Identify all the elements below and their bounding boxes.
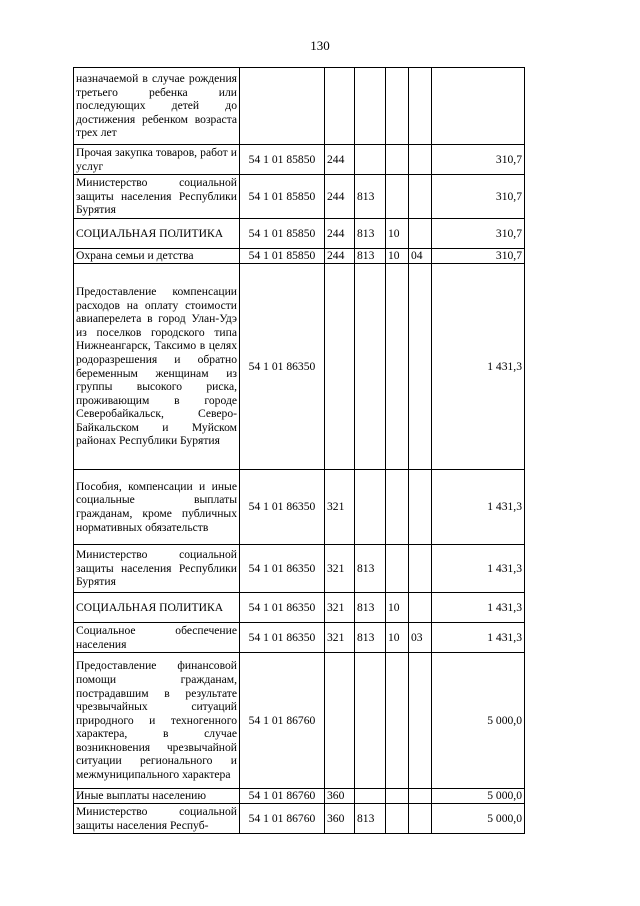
table-row	[74, 219, 525, 249]
row-rz	[386, 264, 409, 470]
row-vr: 360	[325, 804, 355, 834]
row-sum: 310,7	[432, 145, 525, 175]
row-pr	[409, 653, 432, 789]
row-vr: 321	[325, 545, 355, 593]
row-vr: 360	[325, 789, 355, 804]
row-sum: 310,7	[432, 175, 525, 219]
row-rz	[386, 804, 409, 834]
row-sum: 310,7	[432, 249, 525, 264]
row-vr: 321	[325, 623, 355, 653]
row-vr: 244	[325, 249, 355, 264]
row-sum: 5 000,0	[432, 789, 525, 804]
row-rz: 10	[386, 219, 409, 249]
row-pr: 03	[409, 623, 432, 653]
row-grbs: 813	[355, 175, 386, 219]
row-pr	[409, 789, 432, 804]
row-name: Социальное обеспечение населения	[74, 623, 240, 653]
table-row	[74, 804, 525, 834]
table-row	[74, 68, 525, 145]
row-grbs	[355, 653, 386, 789]
row-csr: 54 1 01 86760	[240, 804, 325, 834]
row-name: назначаемой в случае рождения третьего ребенка или последующих детей до достижения ребенком возраста трех лет	[74, 68, 240, 145]
row-csr: 54 1 01 86350	[240, 593, 325, 623]
row-pr	[409, 804, 432, 834]
row-csr: 54 1 01 86350	[240, 470, 325, 545]
row-csr: 54 1 01 86760	[240, 789, 325, 804]
row-csr: 54 1 01 86760	[240, 653, 325, 789]
row-vr: 244	[325, 145, 355, 175]
row-pr	[409, 593, 432, 623]
table-row	[74, 264, 525, 470]
table-row	[74, 545, 525, 593]
row-grbs: 813	[355, 219, 386, 249]
row-grbs	[355, 145, 386, 175]
row-sum	[432, 68, 525, 145]
row-csr	[240, 68, 325, 145]
row-rz	[386, 145, 409, 175]
row-vr	[325, 68, 355, 145]
row-sum: 310,7	[432, 219, 525, 249]
row-pr	[409, 145, 432, 175]
budget-table	[73, 67, 525, 834]
row-rz: 10	[386, 623, 409, 653]
row-csr: 54 1 01 85850	[240, 219, 325, 249]
table-row	[74, 653, 525, 789]
row-grbs	[355, 789, 386, 804]
row-sum: 1 431,3	[432, 623, 525, 653]
row-csr: 54 1 01 86350	[240, 264, 325, 470]
row-pr	[409, 68, 432, 145]
table-row	[74, 789, 525, 804]
row-csr: 54 1 01 85850	[240, 175, 325, 219]
table-body	[74, 68, 525, 834]
row-name: Предоставление финансовой помощи гражданам, пострадавшим в результате чрезвычайных ситуаций природного и техногенного характера, в случае возникновения чрезвычайной ситуации регионального и межмуниципального характера	[74, 653, 240, 789]
row-rz	[386, 470, 409, 545]
row-grbs: 813	[355, 804, 386, 834]
row-sum: 1 431,3	[432, 593, 525, 623]
row-grbs	[355, 264, 386, 470]
row-name: СОЦИАЛЬНАЯ ПОЛИТИКА	[74, 219, 240, 249]
row-sum: 5 000,0	[432, 804, 525, 834]
row-grbs: 813	[355, 249, 386, 264]
row-name: Министерство социальной защиты населения Респуб-	[74, 804, 240, 834]
row-csr: 54 1 01 86350	[240, 545, 325, 593]
row-grbs: 813	[355, 545, 386, 593]
row-sum: 1 431,3	[432, 470, 525, 545]
row-vr: 244	[325, 219, 355, 249]
row-pr: 04	[409, 249, 432, 264]
row-name: СОЦИАЛЬНАЯ ПОЛИТИКА	[74, 593, 240, 623]
row-vr	[325, 653, 355, 789]
row-rz	[386, 653, 409, 789]
row-csr: 54 1 01 85850	[240, 249, 325, 264]
row-vr	[325, 264, 355, 470]
row-pr	[409, 219, 432, 249]
row-rz: 10	[386, 593, 409, 623]
row-pr	[409, 545, 432, 593]
row-name: Прочая закупка товаров, работ и услуг	[74, 145, 240, 175]
row-csr: 54 1 01 85850	[240, 145, 325, 175]
row-name: Иные выплаты населению	[74, 789, 240, 804]
row-grbs	[355, 68, 386, 145]
row-rz: 10	[386, 249, 409, 264]
row-rz	[386, 175, 409, 219]
row-name: Министерство социальной защиты населения Республики Бурятия	[74, 175, 240, 219]
row-vr: 321	[325, 470, 355, 545]
table-row	[74, 145, 525, 175]
row-grbs	[355, 470, 386, 545]
table-row	[74, 593, 525, 623]
table-row	[74, 623, 525, 653]
page-number: 130	[310, 38, 330, 53]
row-grbs: 813	[355, 623, 386, 653]
row-pr	[409, 175, 432, 219]
row-sum: 5 000,0	[432, 653, 525, 789]
row-rz	[386, 545, 409, 593]
row-rz	[386, 789, 409, 804]
row-vr: 321	[325, 593, 355, 623]
row-name: Охрана семьи и детства	[74, 249, 240, 264]
row-name: Предоставление компенсации расходов на оплату стоимости авиаперелета в город Улан-Удэ из поселков городского типа Нижнеангарск, Таксимо в целях родоразрешения и обратно беременным женщинам из группы высокого риска, проживающим в городе Северобайкальск, Северо-Байкальском и Муйском районах Республики Бурятия	[74, 264, 240, 470]
row-vr: 244	[325, 175, 355, 219]
table-row	[74, 175, 525, 219]
row-sum: 1 431,3	[432, 545, 525, 593]
row-name: Министерство социальной защиты населения Республики Бурятия	[74, 545, 240, 593]
row-name: Пособия, компенсации и иные социальные выплаты гражданам, кроме публичных нормативных обязательств	[74, 470, 240, 545]
table-row	[74, 249, 525, 264]
row-pr	[409, 264, 432, 470]
row-pr	[409, 470, 432, 545]
row-csr: 54 1 01 86350	[240, 623, 325, 653]
row-grbs: 813	[355, 593, 386, 623]
table-row	[74, 470, 525, 545]
row-rz	[386, 68, 409, 145]
row-sum: 1 431,3	[432, 264, 525, 470]
